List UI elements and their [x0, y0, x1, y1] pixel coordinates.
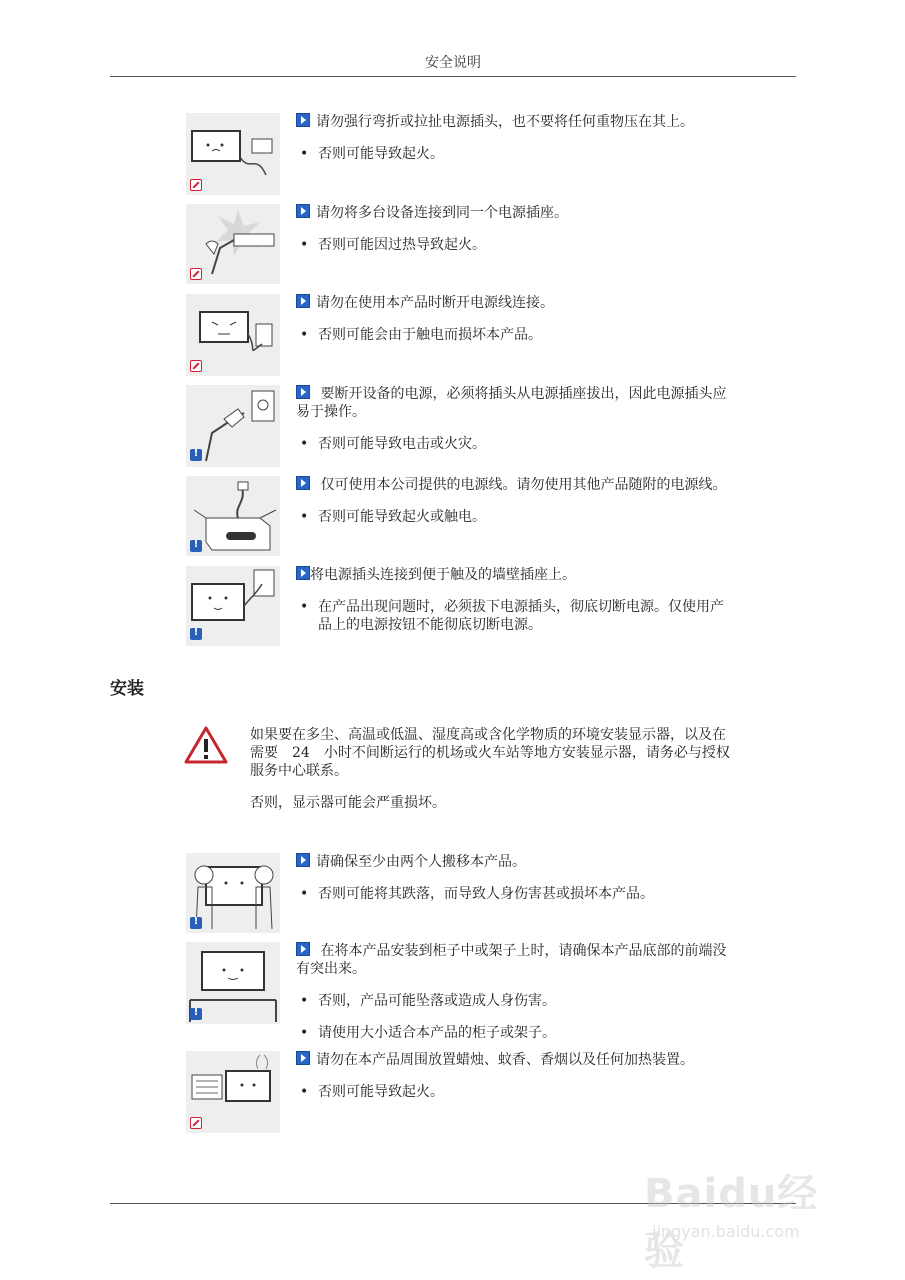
- illustration-heat-source: [186, 1051, 280, 1133]
- watermark-url: jingyan.baidu.com: [652, 1222, 800, 1241]
- illustration-power-cord-box: [186, 476, 280, 556]
- safety-item: [186, 476, 734, 556]
- no-entry-icon: [190, 179, 202, 191]
- blue-arrow-icon: [296, 204, 310, 218]
- safety-item: [186, 853, 734, 933]
- blue-arrow-icon: [296, 385, 310, 399]
- no-entry-icon: [190, 360, 202, 372]
- blue-arrow-icon: [296, 1051, 310, 1065]
- safety-item: [186, 566, 734, 646]
- illustration-bent-plug: [186, 113, 280, 195]
- no-entry-icon: [190, 268, 202, 280]
- page-header: [110, 52, 796, 77]
- warning-icon: [190, 1008, 202, 1020]
- section-title-install: 安装: [110, 679, 144, 699]
- safety-item: [186, 294, 734, 376]
- warning-icon: [190, 449, 202, 461]
- item-heading: 请勿强行弯折或拉扯电源插头，也不要将任何重物压在其上。: [316, 114, 694, 130]
- bullet-item: • 否则可能导致起火或触电。: [296, 508, 734, 526]
- baidu-watermark: [644, 1150, 854, 1274]
- illustration-unplug-in-use: [186, 294, 280, 376]
- warning-icon: [190, 917, 202, 929]
- caution-block: [250, 726, 734, 812]
- safety-item: [186, 113, 734, 195]
- safety-item: [186, 1051, 734, 1133]
- warning-icon: [190, 540, 202, 552]
- caution-triangle-icon: [184, 725, 228, 765]
- illustration-wall-socket: [186, 566, 280, 646]
- bullet-item: • 否则可能导致起火。: [296, 1083, 734, 1101]
- blue-arrow-icon: [296, 942, 310, 956]
- item-heading: 仅可使用本公司提供的电源线。请勿使用其他产品随附的电源线。: [316, 477, 727, 493]
- item-heading: 请勿将多台设备连接到同一个电源插座。: [316, 205, 568, 221]
- page-title: 安全说明: [425, 55, 481, 71]
- blue-arrow-icon: [296, 853, 310, 867]
- bullet-item: • 否则可能因过热导致起火。: [296, 236, 734, 254]
- item-heading: 在将本产品安装到柜子中或架子上时，请确保本产品底部的前端没有突出来。: [296, 943, 727, 977]
- illustration-multi-plug: [186, 204, 280, 284]
- safety-item: [186, 204, 734, 284]
- blue-arrow-icon: [296, 113, 310, 127]
- bullet-item: • 否则，产品可能坠落或造成人身伤害。: [296, 992, 734, 1010]
- blue-arrow-icon: [296, 476, 310, 490]
- item-heading: 请勿在使用本产品时断开电源线连接。: [316, 295, 554, 311]
- caution-paragraph: 如果要在多尘、高温或低温、湿度高或含化学物质的环境安装显示器，以及在需要 24 小时不间断运行的机场或火车站等地方安装显示器，请务必与授权服务中心联系。: [250, 727, 730, 779]
- bullet-item: • 否则可能导致电击或火灾。: [296, 435, 734, 453]
- caution-paragraph: 否则，显示器可能会严重损坏。: [250, 795, 446, 811]
- blue-arrow-icon: [296, 294, 310, 308]
- illustration-two-people: [186, 853, 280, 933]
- no-entry-icon: [190, 1117, 202, 1129]
- bullet-item: • 否则可能导致起火。: [296, 145, 734, 163]
- bullet-item: • 在产品出现问题时，必须拔下电源插头，彻底切断电源。仅使用产品上的电源按钮不能彻底切断电源。: [296, 598, 734, 634]
- bullet-item: • 否则可能将其跌落，而导致人身伤害甚或损坏本产品。: [296, 885, 734, 903]
- item-heading: 将电源插头连接到便于触及的墙壁插座上。: [310, 567, 576, 583]
- bullet-item: • 请使用大小适合本产品的柜子或架子。: [296, 1024, 734, 1042]
- bullet-item: • 否则可能会由于触电而损坏本产品。: [296, 326, 734, 344]
- item-heading: 请勿在本产品周围放置蜡烛、蚊香、香烟以及任何加热装置。: [316, 1052, 694, 1068]
- safety-item: [186, 942, 734, 1041]
- illustration-pull-plug: [186, 385, 280, 467]
- illustration-cabinet: [186, 942, 280, 1024]
- watermark-logo: Baidu经验: [644, 1171, 819, 1274]
- warning-icon: [190, 628, 202, 640]
- item-heading: 请确保至少由两个人搬移本产品。: [316, 854, 526, 870]
- safety-item: [186, 385, 734, 467]
- blue-arrow-icon: [296, 566, 310, 580]
- item-heading: 要断开设备的电源，必须将插头从电源插座拔出，因此电源插头应易于操作。: [296, 386, 727, 420]
